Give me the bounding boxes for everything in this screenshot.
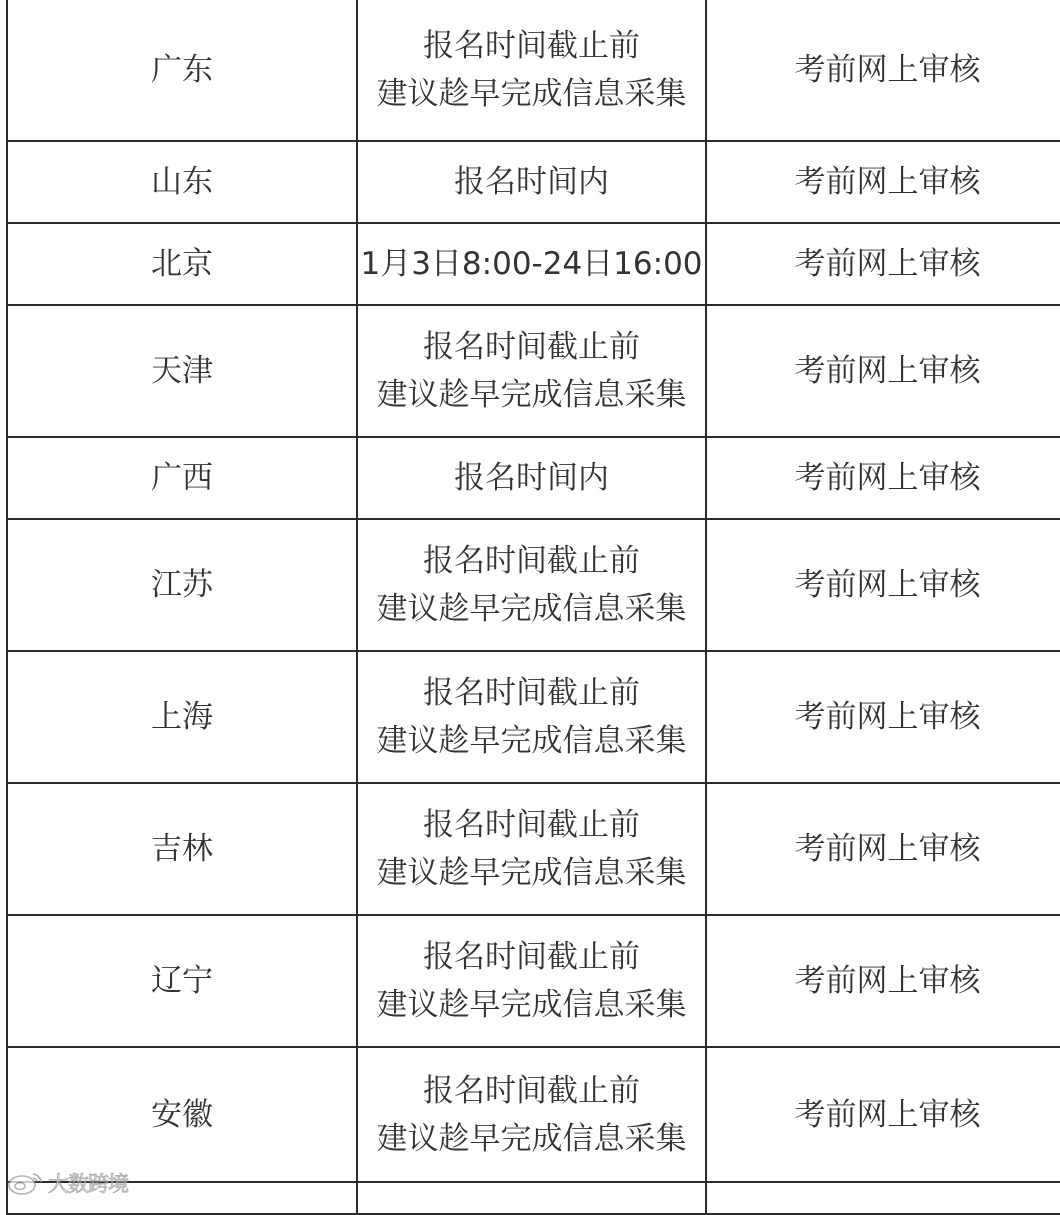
region-cell: 天津 — [7, 305, 357, 437]
review-cell: 考前网上审核 — [706, 437, 1060, 519]
time-line: 报名时间内 — [454, 164, 609, 200]
time-line: 报名时间截止前 — [423, 329, 640, 365]
time-cell — [357, 915, 706, 1047]
time-line: 建议趁早完成信息采集 — [376, 1120, 687, 1157]
table-row — [7, 223, 1060, 305]
table-row — [7, 0, 1060, 141]
time-cell — [357, 783, 706, 915]
time-line: 报名时间截止前 — [423, 675, 640, 711]
table-row — [7, 1047, 1060, 1182]
time-cell — [357, 1047, 706, 1182]
review-cell: 考前网上审核 — [706, 783, 1060, 915]
registration-table — [6, 0, 1060, 1215]
region-cell: 辽宁 — [7, 915, 357, 1047]
time-cell — [357, 141, 706, 223]
time-line: 建议趁早完成信息采集 — [376, 76, 687, 112]
table-row — [7, 915, 1060, 1047]
review-cell — [706, 1182, 1060, 1214]
region-cell: 广东 — [7, 0, 357, 141]
time-line: 建议趁早完成信息采集 — [376, 591, 687, 627]
review-cell: 考前网上审核 — [706, 915, 1060, 1047]
region-cell: 江苏 — [7, 519, 357, 651]
table-row — [7, 437, 1060, 519]
review-cell: 考前网上审核 — [706, 223, 1060, 305]
time-line: 建议趁早完成信息采集 — [376, 987, 687, 1023]
review-cell: 考前网上审核 — [706, 651, 1060, 783]
region-cell: 山东 — [7, 141, 357, 223]
table-row — [7, 651, 1060, 783]
table-row — [7, 783, 1060, 915]
review-cell: 考前网上审核 — [706, 141, 1060, 223]
time-cell — [357, 223, 706, 305]
time-cell — [357, 519, 706, 651]
region-cell: 广西 — [7, 437, 357, 519]
time-cell — [357, 651, 706, 783]
time-cell — [357, 305, 706, 437]
review-cell: 考前网上审核 — [706, 519, 1060, 651]
table-row — [7, 305, 1060, 437]
time-cell — [357, 1182, 706, 1214]
time-line: 1月3日8:00-24日16:00 — [360, 246, 703, 282]
region-cell: 吉林 — [7, 783, 357, 915]
region-cell: 上海 — [7, 651, 357, 783]
time-line: 报名时间截止前 — [423, 28, 640, 64]
time-line: 报名时间截止前 — [423, 939, 640, 975]
review-cell: 考前网上审核 — [706, 305, 1060, 437]
region-cell: 北京 — [7, 223, 357, 305]
region-cell: 安徽 — [7, 1047, 357, 1182]
table-row — [7, 1182, 1060, 1214]
time-line: 报名时间截止前 — [423, 1072, 640, 1109]
time-line: 建议趁早完成信息采集 — [376, 377, 687, 413]
time-line: 报名时间内 — [454, 460, 609, 496]
weibo-logo-icon — [6, 1170, 44, 1196]
time-line: 报名时间截止前 — [423, 807, 640, 843]
review-cell: 考前网上审核 — [706, 0, 1060, 141]
time-line: 报名时间截止前 — [423, 543, 640, 579]
time-cell — [357, 437, 706, 519]
time-line: 建议趁早完成信息采集 — [376, 723, 687, 759]
watermark — [6, 1168, 128, 1198]
review-cell: 考前网上审核 — [706, 1047, 1060, 1182]
time-cell — [357, 0, 706, 141]
table-row — [7, 519, 1060, 651]
watermark-text: 大数跨境 — [48, 1172, 128, 1196]
time-line: 建议趁早完成信息采集 — [376, 855, 687, 891]
table-row — [7, 141, 1060, 223]
